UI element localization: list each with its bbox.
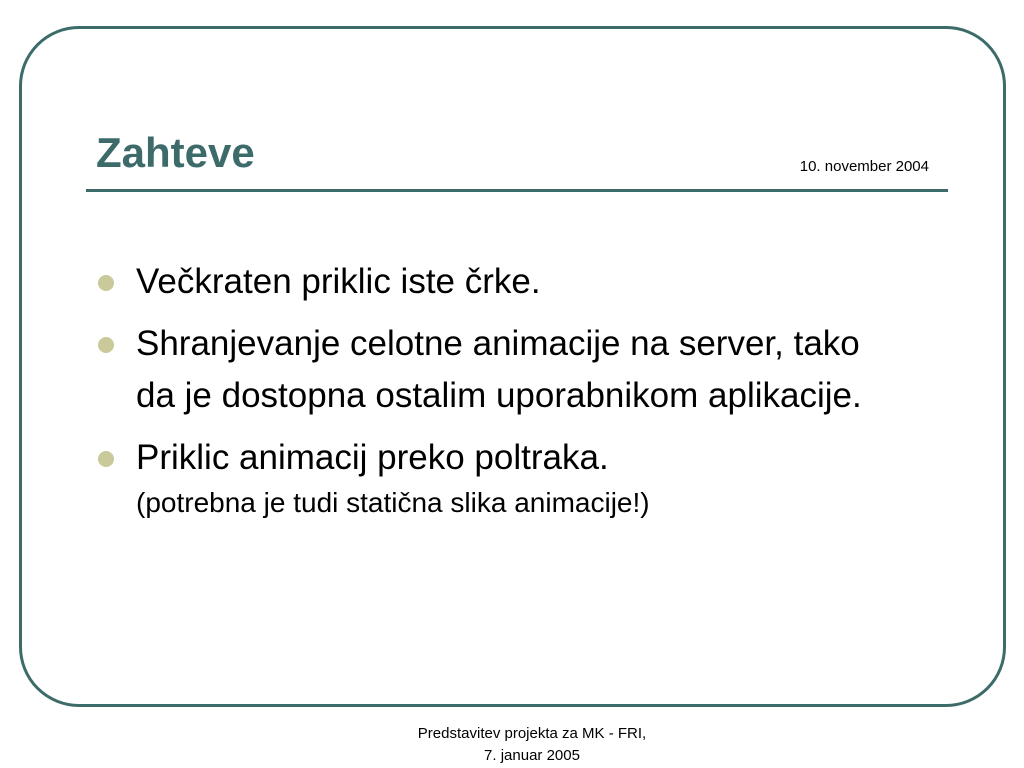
bullet-item — [96, 432, 896, 522]
bullet-text: Priklic animacij preko poltraka. — [136, 438, 609, 477]
bullet-item — [96, 256, 896, 308]
bullet-dot-icon — [98, 451, 114, 467]
bullet-item — [96, 318, 896, 422]
bullet-list — [96, 256, 896, 532]
footer-line-1: Predstavitev projekta za MK - FRI, — [417, 725, 647, 742]
title-divider — [86, 189, 948, 192]
footer-line-2: 7. januar 2005 — [484, 747, 580, 764]
slide-footer — [362, 723, 702, 767]
bullet-dot-icon — [98, 275, 114, 291]
slide-title: Zahteve — [96, 129, 255, 176]
bullet-text: Shranjevanje celotne animacije na server, tako da je dostopna ostalim uporabnikom aplikacije. — [136, 324, 862, 415]
bullet-subtext: (potrebna je tudi statična slika animacije!) — [136, 487, 650, 518]
bullet-dot-icon — [98, 337, 114, 353]
slide-date: 10. november 2004 — [799, 158, 929, 175]
bullet-text: Večkraten priklic iste črke. — [136, 262, 541, 301]
